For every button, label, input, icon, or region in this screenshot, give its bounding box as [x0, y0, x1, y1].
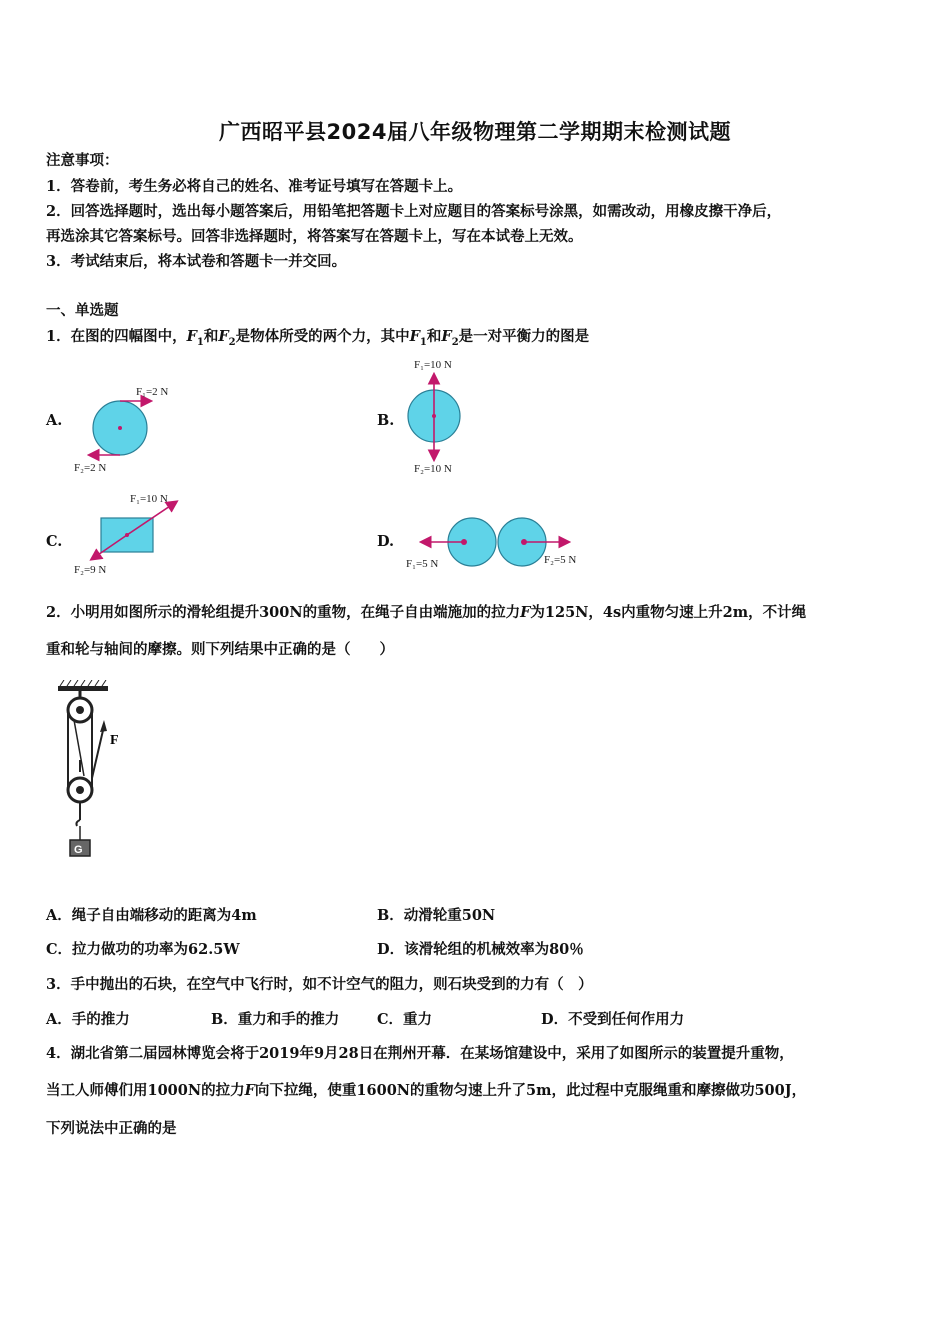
q2-stem-line2: 重和轮与轴间的摩擦。则下列结果中正确的是（ ）: [46, 641, 394, 658]
notice-item: 再选涂其它答案标号。回答非选择题时，将答案写在答题卡上，写在本试卷上无效。: [46, 228, 583, 245]
section-heading: 一、单选题: [46, 302, 119, 319]
q3-option-b[interactable]: B．重力和手的推力: [211, 1011, 340, 1028]
q1-option-a-label[interactable]: A.: [46, 412, 63, 429]
q3-stem: 3．手中抛出的石块，在空气中飞行时，如不计空气的阻力，则石块受到的力有（ ）: [46, 976, 593, 993]
force-label: F₂=9 N: [74, 564, 107, 576]
q1-figure-d: [400, 512, 600, 576]
notice-item: 1．答卷前，考生务必将自己的姓名、准考证号填写在答题卡上。: [46, 178, 463, 195]
q1-figure-c: [70, 488, 190, 580]
q2-option-a[interactable]: A．绳子自由端移动的距离为4m: [46, 907, 257, 924]
notice-item: 2．回答选择题时，选出每小题答案后，用铅笔把答题卡上对应题目的答案标号涂黑，如需改动，用橡皮擦干净后，: [46, 203, 782, 220]
q1-option-d-label[interactable]: D.: [377, 533, 395, 550]
q2-stem-line1: 2．小明用如图所示的滑轮组提升300N的重物，在绳子自由端施加的拉力F为125N，4s内重物匀速上升2m，不计绳: [46, 604, 807, 621]
q1-stem: 1．在图的四幅图中，$F_1$和$F_2$是物体所受的两个力，其中$F_1$和$F_2$是一对平衡力的图是: [46, 328, 590, 348]
page-title: 广西昭平县2024届八年级物理第二学期期末检测试题: [219, 120, 731, 144]
notice-heading: 注意事项：: [46, 152, 119, 169]
q2-option-c[interactable]: C．拉力做功的功率为62.5W: [46, 941, 240, 958]
force-label: F₂=2 N: [74, 462, 107, 474]
force-f-label: F: [110, 733, 119, 748]
q1-figure-a: [70, 380, 200, 480]
q1-option-c-label[interactable]: C.: [46, 533, 63, 550]
force-label: F₂=10 N: [414, 463, 452, 475]
force-label: F₁=10 N: [130, 493, 168, 505]
q1-option-b-label[interactable]: B.: [377, 412, 395, 429]
force-label: F₁=5 N: [406, 558, 439, 570]
q3-option-a[interactable]: A．手的推力: [46, 1011, 130, 1028]
force-label: F₁=2 N: [136, 386, 169, 398]
q3-option-c[interactable]: C．重力: [377, 1011, 433, 1028]
q4-stem-line2: 当工人师傅们用1000N的拉力F向下拉绳，使重1600N的重物匀速上升了5m，此过程中克服绳重和摩擦做功500J，: [46, 1082, 807, 1099]
q3-option-d[interactable]: D．不受到任何作用力: [541, 1011, 685, 1028]
pulley-diagram: [50, 680, 140, 865]
q4-stem-line1: 4．湖北省第二届园林博览会将于2019年9月28日在荆州开幕．在某场馆建设中，采用了如图所示的装置提升重物，: [46, 1045, 794, 1062]
force-label: F₁=10 N: [414, 359, 452, 371]
notice-item: 3．考试结束后，将本试卷和答题卡一并交回。: [46, 253, 347, 270]
q4-stem-line3: 下列说法中正确的是: [46, 1120, 177, 1137]
q2-option-d[interactable]: D．该滑轮组的机械效率为80％: [377, 941, 584, 958]
weight-label: G: [74, 844, 83, 856]
q2-option-b[interactable]: B．动滑轮重50N: [377, 907, 496, 924]
force-label: F₂=5 N: [544, 554, 577, 566]
q1-figure-b: [400, 355, 490, 480]
